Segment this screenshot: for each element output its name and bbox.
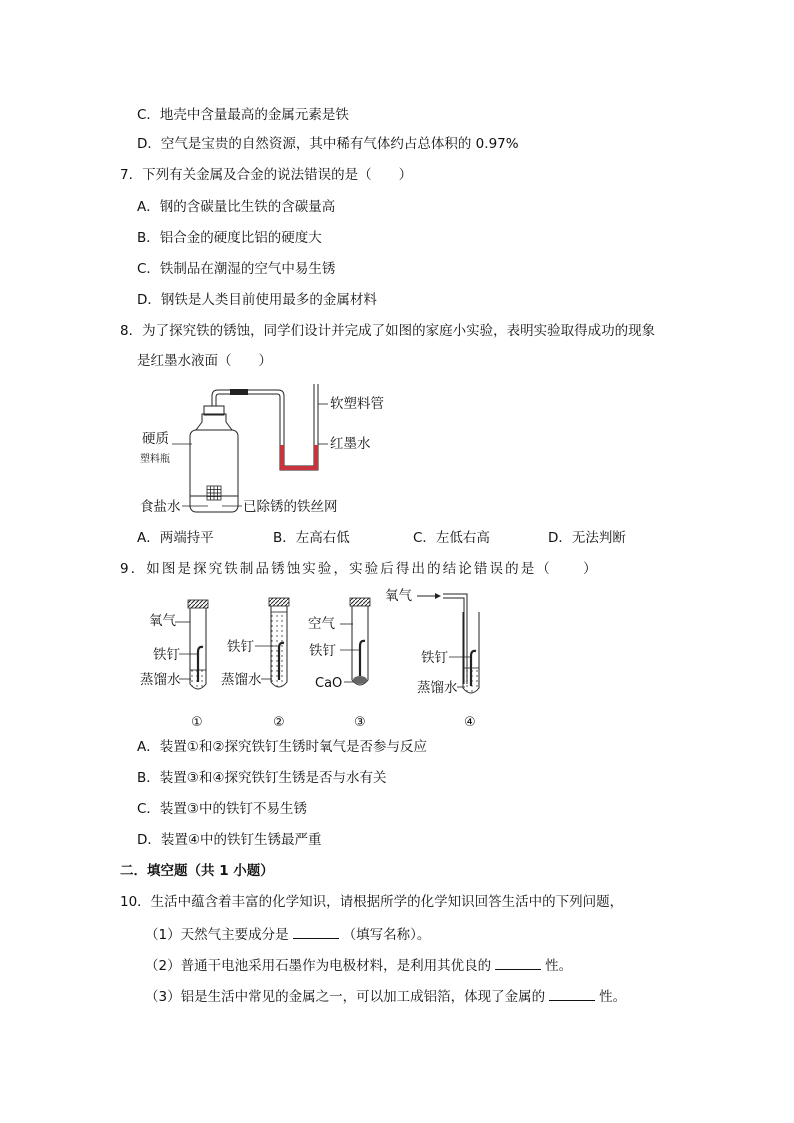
q9-stem: 9．如图是探究铁制品锈蚀实验，实验后得出的结论错误的是（ ） bbox=[120, 561, 599, 577]
q9-option-d: D．装置④中的铁钉生锈最严重 bbox=[137, 832, 322, 848]
q8-label-mesh: 已除锈的铁丝网 bbox=[243, 499, 338, 515]
q8-red-ink bbox=[280, 446, 318, 470]
q8-connecting-tube bbox=[212, 390, 230, 406]
q9-label-1: ① bbox=[191, 715, 203, 730]
q10-part-1 bbox=[145, 926, 430, 944]
q9-option-a: A．装置①和②探究铁钉生锈时氧气是否参与反应 bbox=[137, 739, 427, 755]
q9-option-b: B．装置③和④探究铁钉生锈是否与水有关 bbox=[137, 770, 387, 786]
q9-label-water-4: 蒸馏水 bbox=[417, 680, 458, 696]
q8-iron-mesh bbox=[207, 486, 221, 500]
q8-option-c: C．左低右高 bbox=[413, 530, 490, 546]
q8-label-bottle: 塑料瓶 bbox=[140, 454, 170, 465]
q9-label-nail-4: 铁钉 bbox=[421, 650, 448, 666]
q8-stem-line2: 是红墨水液面（ ） bbox=[137, 353, 272, 369]
q10-blank-3[interactable] bbox=[549, 988, 595, 1001]
q9-tube-4 bbox=[417, 593, 479, 693]
q9-label-water-2: 蒸馏水 bbox=[221, 672, 262, 688]
q9-label-2: ② bbox=[273, 715, 285, 730]
q8-u-tube bbox=[280, 384, 318, 470]
q10-part-3-after: 性。 bbox=[599, 989, 627, 1005]
q7-option-c: C．铁制品在潮湿的空气中易生锈 bbox=[137, 261, 336, 277]
q8-label-soft-tube: 软塑料管 bbox=[330, 396, 384, 412]
q8-option-b: B．左高右低 bbox=[273, 530, 350, 546]
q10-part-1-before: （1）天然气主要成分是 bbox=[145, 927, 289, 943]
q10-stem: 10．生活中蕴含着丰富的化学知识，请根据所学的化学知识回答生活中的下列问题， bbox=[120, 894, 624, 910]
q10-part-1-after: （填写名称）。 bbox=[342, 927, 431, 943]
q10-part-3 bbox=[145, 988, 626, 1006]
q8-option-d: D．无法判断 bbox=[548, 530, 626, 546]
q9-tube-2 bbox=[269, 598, 289, 687]
q9-option-c: C．装置③中的铁钉不易生锈 bbox=[137, 801, 308, 817]
section-heading: 二．填空题（共 1 小题） bbox=[120, 863, 274, 879]
q10-part-2-after: 性。 bbox=[545, 958, 573, 974]
q9-label-nail-2: 铁钉 bbox=[227, 639, 254, 655]
q6-option-c: C．地壳中含量最高的金属元素是铁 bbox=[137, 107, 349, 123]
q9-label-nail-3: 铁钉 bbox=[309, 643, 336, 659]
q10-blank-1[interactable] bbox=[293, 926, 339, 939]
q7-option-a: A．钢的含碳量比生铁的含碳量高 bbox=[137, 199, 336, 215]
q8-label-red-ink: 红墨水 bbox=[330, 436, 371, 452]
q8-tube-joint bbox=[230, 389, 248, 395]
q10-part-3-before: （3）铝是生活中常见的金属之一，可以加工成铝箔，体现了金属的 bbox=[145, 989, 546, 1005]
q10-part-2-before: （2）普通干电池采用石墨作为电极材料，是利用其优良的 bbox=[145, 958, 492, 974]
q7-option-d: D．钢铁是人类目前使用最多的金属材料 bbox=[137, 292, 377, 308]
q9-label-oxygen-inlet: 氧气 bbox=[385, 588, 412, 604]
q10-part-2 bbox=[145, 957, 572, 975]
q8-stem-line1: 8．为了探究铁的锈蚀，同学们设计并完成了如图的家庭小实验，表明实验取得成功的现象 bbox=[120, 323, 656, 339]
q8-label-hard: 硬质 bbox=[142, 431, 169, 447]
q9-label-4: ④ bbox=[464, 715, 476, 730]
q10-blank-2[interactable] bbox=[495, 957, 541, 970]
q9-label-water-1: 蒸馏水 bbox=[140, 672, 181, 688]
q9-label-3: ③ bbox=[354, 715, 366, 730]
q8-figure bbox=[130, 378, 390, 518]
q9-label-air: 空气 bbox=[308, 616, 335, 632]
q9-label-oxygen: 氧气 bbox=[149, 613, 176, 629]
q9-tube-1 bbox=[188, 600, 208, 689]
q9-label-cao: CaO bbox=[315, 676, 343, 691]
q8-option-a: A．两端持平 bbox=[137, 530, 214, 546]
q7-stem: 7．下列有关金属及合金的说法错误的是（ ） bbox=[120, 167, 413, 183]
q9-tube-3 bbox=[350, 598, 370, 685]
q9-figure bbox=[135, 584, 505, 732]
q7-option-b: B．铝合金的硬度比铝的硬度大 bbox=[137, 230, 322, 246]
q8-label-salt-water: 食盐水 bbox=[140, 499, 181, 515]
q9-label-nail-1: 铁钉 bbox=[153, 647, 180, 663]
q6-option-d: D．空气是宝贵的自然资源，其中稀有气体约占总体积的 0.97% bbox=[137, 136, 519, 152]
